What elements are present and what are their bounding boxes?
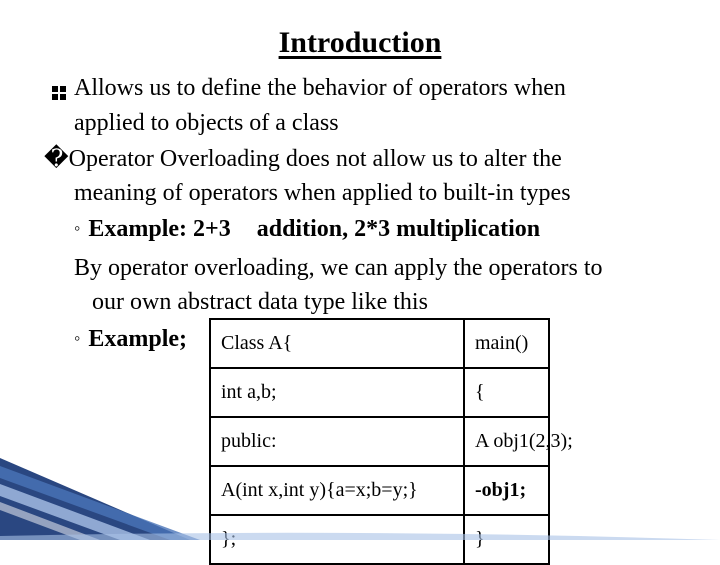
bullet-2-line-2: meaning of operators when applied to built-in types	[74, 180, 571, 206]
table-cell: {	[464, 368, 549, 417]
table-row	[210, 368, 549, 417]
example-2-label	[74, 327, 187, 351]
table-cell: int a,b;	[210, 368, 464, 417]
table-cell: main()	[464, 319, 549, 368]
circle-bullet-icon: ◦	[74, 218, 81, 238]
table-cell: Class A{	[210, 319, 464, 368]
table-row	[210, 319, 549, 368]
missing-glyph-icon: �	[44, 146, 69, 172]
example-1-part-1: Example: 2+3	[88, 216, 231, 242]
bullet-2-text: Operator Overloading does not allow us to alter the	[68, 146, 562, 172]
table-cell: A(int x,int y){a=x;b=y;}	[210, 466, 464, 515]
slide-decoration	[0, 440, 720, 540]
example-1-part-2: addition, 2*3 multiplication	[256, 216, 541, 242]
table-cell: public:	[210, 417, 464, 466]
example-1	[74, 217, 540, 241]
slide-title: Introduction	[278, 26, 442, 59]
square-bullet-icon	[52, 86, 66, 100]
overload-line-1: By operator overloading, we can apply the operators to	[74, 255, 603, 281]
table-cell: A obj1(2,3);	[464, 417, 549, 466]
bullet-1-line-1: Allows us to define the behavior of operators when	[74, 75, 566, 101]
overload-line-2: our own abstract data type like this	[92, 289, 428, 315]
bullet-2-line-1	[44, 147, 562, 171]
bullet-1-line-2: applied to objects of a class	[74, 110, 339, 136]
circle-bullet-icon: ◦	[74, 328, 81, 348]
table-cell: -obj1;	[464, 466, 549, 515]
example-2-text: Example;	[88, 326, 188, 352]
